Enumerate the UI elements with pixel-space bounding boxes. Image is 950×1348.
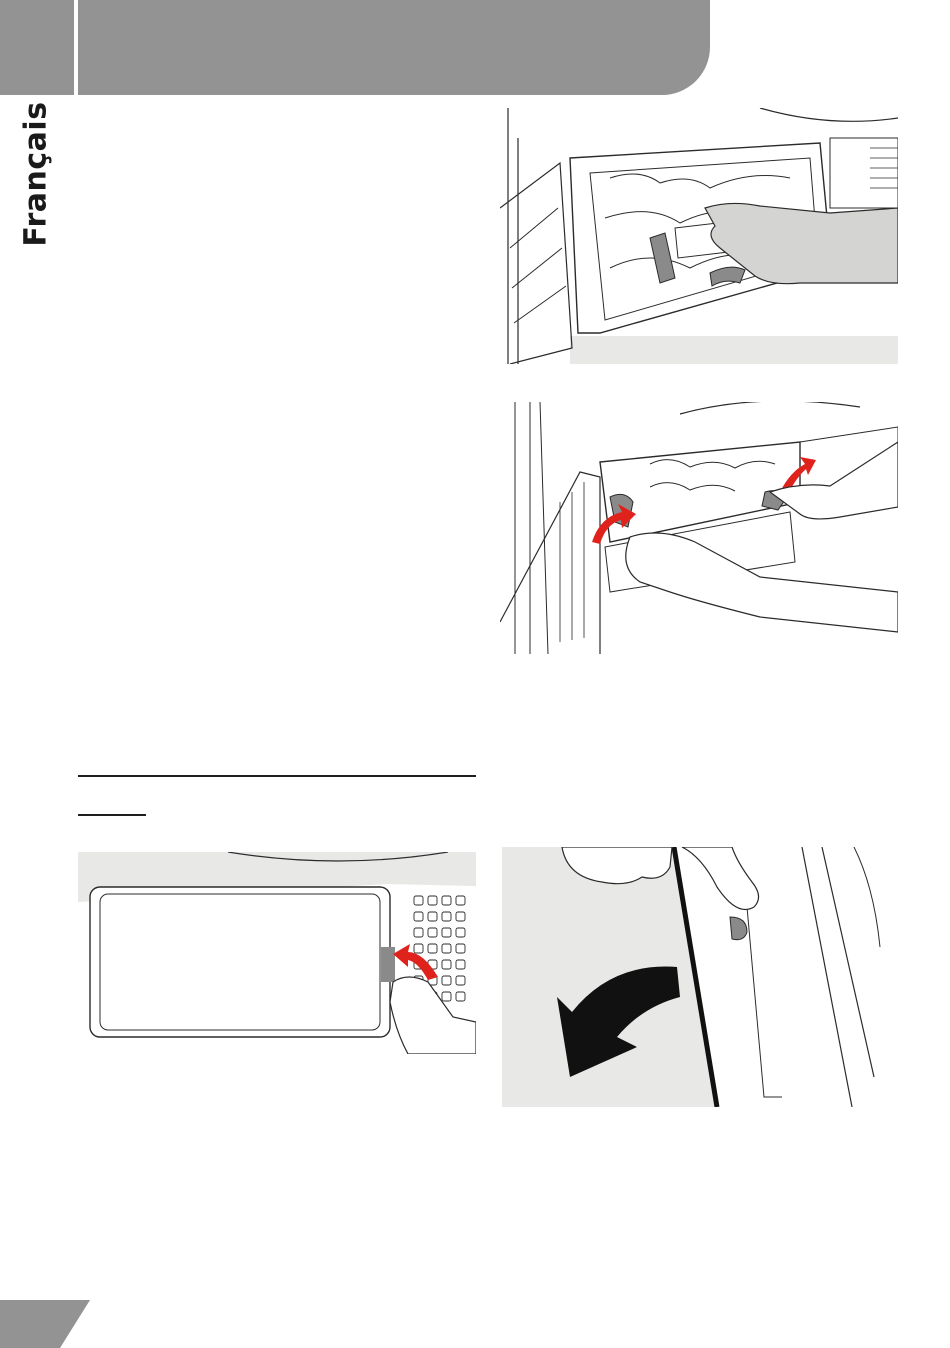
- black-curved-arrow-icon: [502, 847, 898, 1107]
- header-tab-left: [0, 0, 74, 95]
- header-bar: [78, 0, 710, 95]
- fig-door-swing-open: [502, 847, 898, 1107]
- hand-pulling-filter-icon: [500, 108, 898, 364]
- language-label: Français: [18, 101, 54, 247]
- section-rule-long: [78, 775, 476, 777]
- fig-front-panel-open: [78, 852, 476, 1054]
- fig-filter-latch-release: [500, 402, 898, 654]
- section-rule-short: [78, 814, 146, 816]
- red-rotate-arrows-icon: [500, 402, 898, 654]
- language-tab: [10, 101, 62, 247]
- fig-door-filter-removal: [500, 108, 898, 364]
- red-arrow-icon: [78, 852, 476, 1054]
- footer-corner-tab: [0, 1300, 90, 1348]
